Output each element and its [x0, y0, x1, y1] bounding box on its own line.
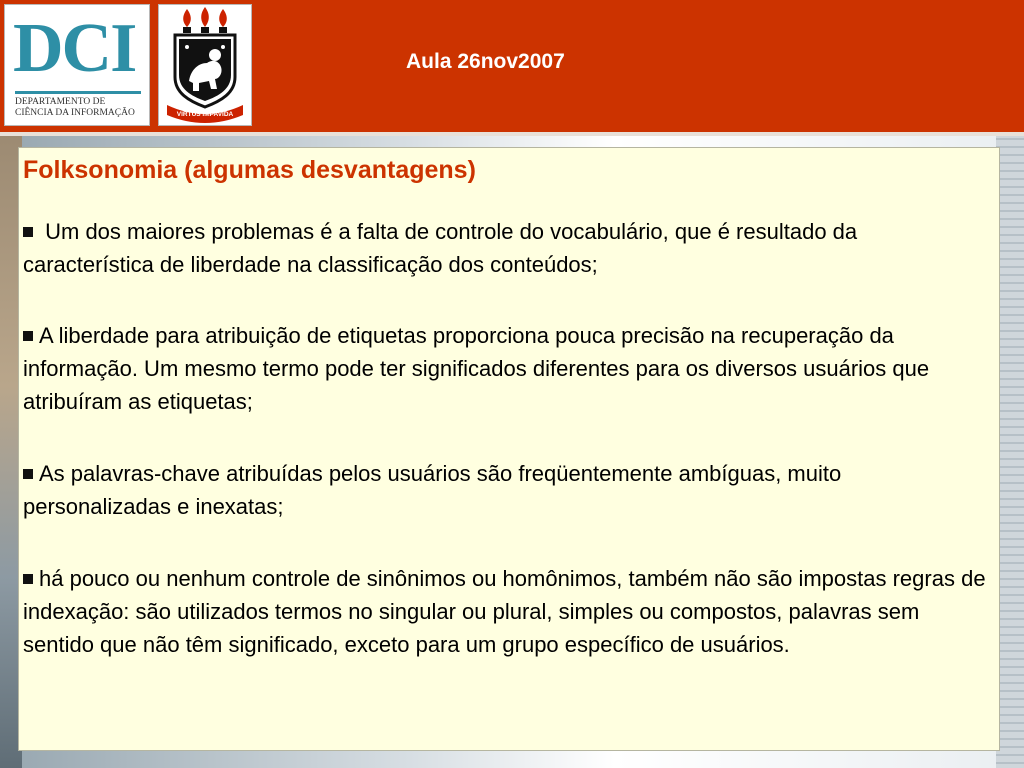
bullet-item [23, 457, 993, 523]
bullet-text: As palavras-chave atribuídas pelos usuários são freqüentemente ambíguas, muito personalizadas e inexatas; [23, 461, 842, 519]
dci-logo-letters: DCI [13, 10, 136, 87]
bullet-text: há pouco ou nenhum controle de sinônimos ou homônimos, também não são impostas regras de indexação: são utilizados termos no singular ou plural, simples ou compostos, palavras sem sentido que não têm significado, exceto para um grupo específico de usuários. [23, 566, 986, 657]
square-bullet-icon [23, 331, 33, 341]
dci-logo-rule [15, 91, 141, 94]
square-bullet-icon [23, 574, 33, 584]
square-bullet-icon [23, 469, 33, 479]
dci-logo [4, 4, 150, 126]
ufpe-crest-icon [159, 5, 251, 125]
header-title: Aula 26nov2007 [406, 50, 565, 73]
square-bullet-icon [23, 227, 33, 237]
ufpe-motto: VIRTUS IMPAVIDA [176, 111, 234, 118]
slide-content-box [18, 147, 1000, 751]
header-separator [0, 132, 1024, 136]
bullet-text: Um dos maiores problemas é a falta de controle do vocabulário, que é resultado da característica de liberdade na classificação dos conteúdos; [23, 219, 858, 277]
dci-logo-subtitle-line1: DEPARTAMENTO DE [15, 97, 106, 107]
bullet-item [23, 319, 993, 418]
bullet-text: A liberdade para atribuição de etiquetas proporciona pouca precisão na recuperação da informação. Um mesmo termo pode ter significados diferentes para os diversos usuários que atribuíram as etiquetas; [23, 323, 930, 414]
bullet-item [23, 562, 993, 661]
dci-logo-subtitle [15, 97, 145, 119]
bullet-item [23, 215, 993, 281]
dci-logo-subtitle-line2: CIÊNCIA DA INFORMAÇÃO [15, 108, 135, 118]
header-bar [0, 0, 1024, 132]
ufpe-crest-logo [158, 4, 252, 126]
slide-heading: Folksonomia (algumas desvantagens) [23, 156, 476, 184]
